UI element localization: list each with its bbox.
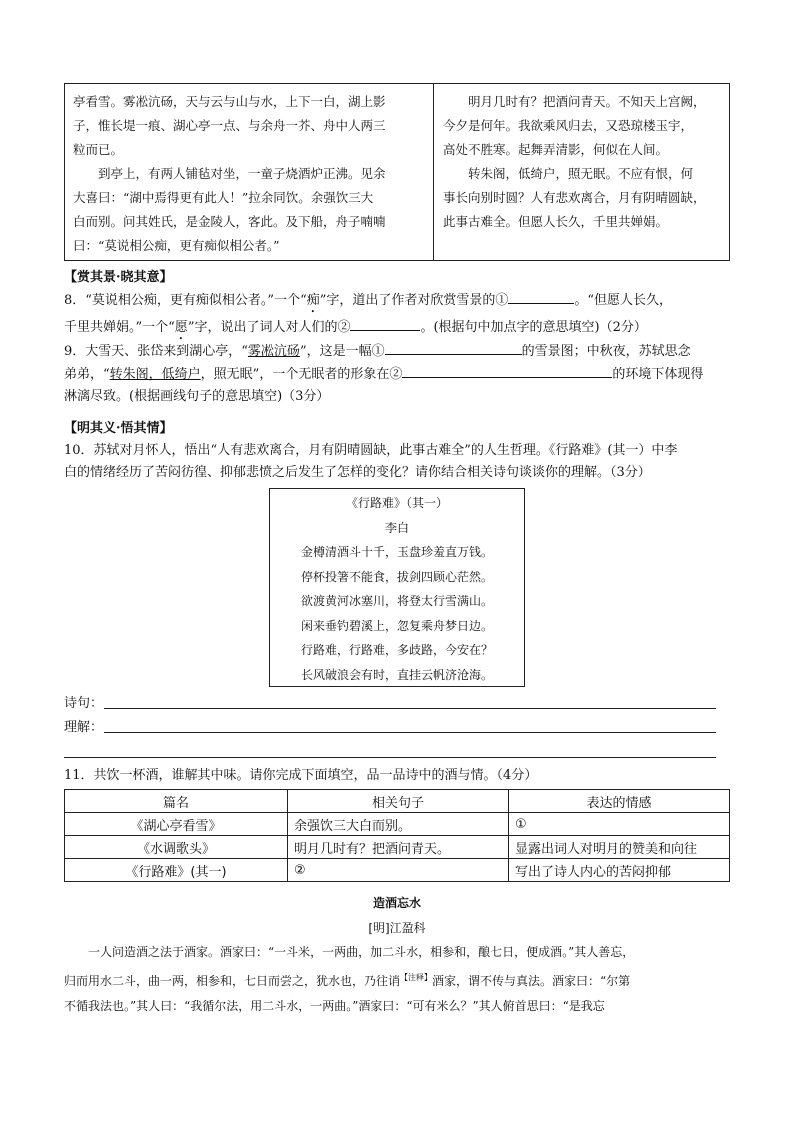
- essay-text: 一人问造酒之法于酒家。酒家曰：“一斗米，一两曲，加二斗水，相参和，酿七日，便成酒。”其人善忘，: [88, 945, 635, 959]
- hxt-line: 子，惟长堤一痕、湖心亭一点、与余舟一芥、舟中人两三: [73, 118, 386, 133]
- q10-line-1: 10．苏轼对月怀人，悟出“人有悲欢离合，月有阴晴圆缺，此事古难全”的人生哲理。《行路难》(其一）中李: [64, 443, 678, 458]
- sdgt-line: 今夕是何年。我欲乘风归去，又恐琼楼玉宇，: [443, 118, 694, 133]
- section-heading-2: 【明其义·悟其情】: [64, 421, 173, 436]
- hxt-line: 粒而已。: [73, 142, 124, 157]
- essay-body: [64, 940, 732, 1019]
- q8-line-2: 千里共婵娟。”一个“愿”字，说出了词人对人们的② 。(根据句中加点字的意思填空)（2分）: [64, 316, 744, 343]
- poem-line: 行路难，行路难，多歧路，今安在？: [300, 643, 493, 657]
- poem-line: 金樽清酒斗十千，玉盘珍羞直万钱。: [300, 545, 493, 559]
- sdgt-line: 明月几时有？把酒问青天。不知天上宫阙，: [468, 94, 706, 109]
- text-comparison-box: [64, 83, 730, 261]
- table-row: [65, 859, 730, 882]
- table-cell: 《行路难》(其一): [65, 859, 288, 882]
- q9-line-2: 弟弟，“转朱阁，低绮户，照无眠”，一个无眠者的形象在② 的环境下体现得: [64, 363, 744, 386]
- poem-box: [269, 488, 525, 687]
- header-cell: 表达的情感: [509, 790, 730, 813]
- hxt-excerpt-column: [73, 90, 427, 258]
- sdgt-excerpt-column: [443, 90, 725, 234]
- header-cell: 篇名: [65, 790, 288, 813]
- column-divider: [433, 84, 434, 260]
- section-heading-1: 【赏其景·晓其意】: [64, 270, 173, 285]
- understanding-label: 理解：: [64, 720, 104, 735]
- understanding-answer-line[interactable]: [104, 732, 716, 733]
- q9-line-3: 淋漓尽致。(根据画线句子的意思填空)（3分）: [64, 389, 330, 404]
- sdgt-line: 高处不胜寒。起舞弄清影，何似在人间。: [443, 142, 669, 157]
- sdgt-line: 转朱阁，低绮户，照无眠。不应有恨，何: [468, 166, 694, 181]
- hxt-line: 白而别。问其姓氏，是金陵人，客此。及下船，舟子喃喃: [73, 214, 386, 229]
- table-cell: 余强饮三大白而别。: [288, 813, 509, 836]
- answer-blank[interactable]: [508, 289, 574, 304]
- question-10: [64, 440, 744, 484]
- question-11: 11．共饮一杯酒，谁解其中味。请你完成下面填空，品一品诗中的酒与情。（4分）: [64, 768, 538, 783]
- table-cell: 明月几时有？把酒问青天。: [288, 836, 509, 859]
- hxt-line: 曰：“莫说相公痴，更有痴似相公者。”: [73, 238, 280, 253]
- answer-blank[interactable]: [402, 363, 612, 378]
- answer-blank[interactable]: [385, 340, 522, 355]
- answer-cell[interactable]: ①: [509, 813, 730, 836]
- table-cell: 显露出词人对明月的赞美和向往: [509, 836, 730, 859]
- footnote-marker: 【注释】: [400, 973, 433, 982]
- table-row: [65, 836, 730, 859]
- q11-table: [64, 789, 730, 882]
- verse-label: 诗句：: [64, 696, 104, 711]
- table-cell: 《湖心亭看雪》: [65, 813, 288, 836]
- poem-title: 《行路难》（其一）: [345, 496, 448, 510]
- table-cell: 写出了诗人内心的苦闷抑郁: [509, 859, 730, 882]
- understanding-answer-line[interactable]: [64, 757, 716, 758]
- poem-author: 李白: [384, 520, 409, 535]
- hxt-line: 到亭上，有两人铺毡对坐，一童子烧酒炉正沸。见余: [98, 166, 386, 181]
- header-cell: 相关句子: [288, 790, 509, 813]
- question-9: [64, 340, 744, 408]
- table-header-row: [65, 790, 730, 813]
- essay-text: 酒家，谓不传与真法。酒家曰：“尔第: [432, 974, 631, 988]
- poem-line: 欲渡黄河冰塞川，将登太行雪满山。: [300, 594, 493, 608]
- poem-line: 闲来垂钓碧溪上，忽复乘舟梦日边。: [300, 618, 493, 633]
- q9-line-1: 9．大雪天、张岱来到湖心亭，“雾凇沆砀”，这是一幅① 的雪景图；中秋夜，苏轼思念: [64, 340, 744, 363]
- sdgt-line: 事长向别时圆？人有悲欢离合，月有阴晴圆缺，: [443, 190, 706, 205]
- poem-line: 长风破浪会有时，直挂云帆济沧海。: [300, 667, 493, 682]
- answer-blank[interactable]: [350, 316, 420, 331]
- q8-line-1: 8．“莫说相公痴，更有痴似相公者。”一个“痴”字，道出了作者对欣赏雪景的① 。“但愿人长久，: [64, 289, 744, 316]
- hxt-line: 大喜曰：“湖中焉得更有此人！”拉余同饮。余强饮三大: [73, 190, 374, 205]
- verse-answer-line[interactable]: [104, 708, 716, 709]
- question-8: [64, 289, 744, 343]
- essay-title: 造酒忘水: [372, 896, 421, 910]
- table-cell: 《水调歌头》: [65, 836, 288, 859]
- q10-line-2: 白的情绪经历了苦闷彷徨、抑郁悲愤之后发生了怎样的变化？请你结合相关诗句谈谈你的理解。（3分）: [64, 465, 651, 480]
- poem-line: 停杯投箸不能食，拔剑四顾心茫然。: [300, 569, 493, 584]
- hxt-line: 亭看雪。雾凇沆砀，天与云与山与水，上下一白，湖上影: [73, 94, 386, 109]
- table-row: [65, 813, 730, 836]
- answer-cell[interactable]: ②: [288, 859, 509, 882]
- essay-text: 不循我法也。”其人曰：“我循尔法，用二斗水，一两曲。”酒家曰：“可有米么？”其人俯首思曰：“是我忘: [64, 999, 605, 1013]
- sdgt-line: 此事古难全。但愿人长久，千里共婵娟。: [443, 214, 669, 229]
- essay-author: [明]江盈科: [368, 921, 426, 935]
- essay-text: 归而用水二斗，曲一两，相参和，七日而尝之，犹水也，乃往诮: [64, 974, 401, 988]
